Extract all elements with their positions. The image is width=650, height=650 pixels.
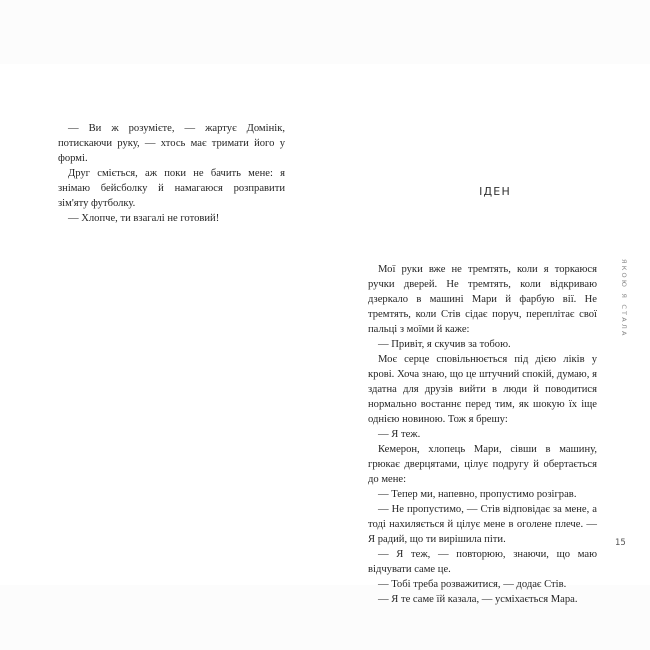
paragraph: Моє серце сповільнюється під дією ліків у крові. Хоча знаю, що це штучний спокій, думаю, я здатна для друзів вийти в люди й поводитися нормально востаннє перед тим, як шокую їх іще однією новиною. Тож я брешу: [368, 354, 597, 425]
running-header: ЯКОЮ Я СТАЛА [620, 259, 628, 338]
book-spread [0, 64, 650, 605]
paragraph: — Я теж. [378, 429, 421, 440]
left-page [0, 64, 325, 585]
paragraph: — Тобі треба розважитися, — додає Стів. [378, 579, 567, 590]
page-number: 15 [615, 538, 626, 548]
paragraph: Мої руки вже не тремтять, коли я торкаюся ручки дверей. Не тремтять, коли відкриваю дзеркало в машині Мари й фарбую вії. Не тремтять, коли Стів сідає поруч, переплітає свої пальці з моїми й каже: [368, 264, 597, 335]
chapter-title: ІДЕН [479, 185, 511, 198]
paragraph: — Ви ж розумієте, — жартує Домінік, потискаючи руку, — хтось має тримати його у формі. [58, 123, 285, 164]
paragraph: Кемерон, хлопець Мари, сівши в машину, грюкає дверцятами, цілує подругу й обертається до мене: [368, 444, 597, 485]
paragraph: — Тепер ми, напевно, пропустимо розіграв. [378, 489, 577, 500]
right-page-body [368, 262, 597, 607]
paragraph: — Хлопче, ти взагалі не готовий! [68, 213, 220, 224]
paragraph: — Не пропустимо, — Стів відповідає за мене, а тоді нахиляється й цілує мене в оголене плече. — Я радий, що ти вирішила піти. [368, 504, 597, 545]
paragraph: — Я теж, — повторюю, знаючи, що маю відчувати саме це. [368, 549, 597, 575]
paragraph: — Привіт, я скучив за тобою. [378, 339, 511, 350]
paragraph: — Я те саме їй казала, — усміхається Мара. [378, 594, 578, 605]
paragraph: Друг сміється, аж поки не бачить мене: я знімаю бейсболку й намагаюся розправити зім'яту футболку. [58, 168, 285, 209]
right-page [325, 64, 650, 605]
left-page-body [58, 121, 285, 226]
